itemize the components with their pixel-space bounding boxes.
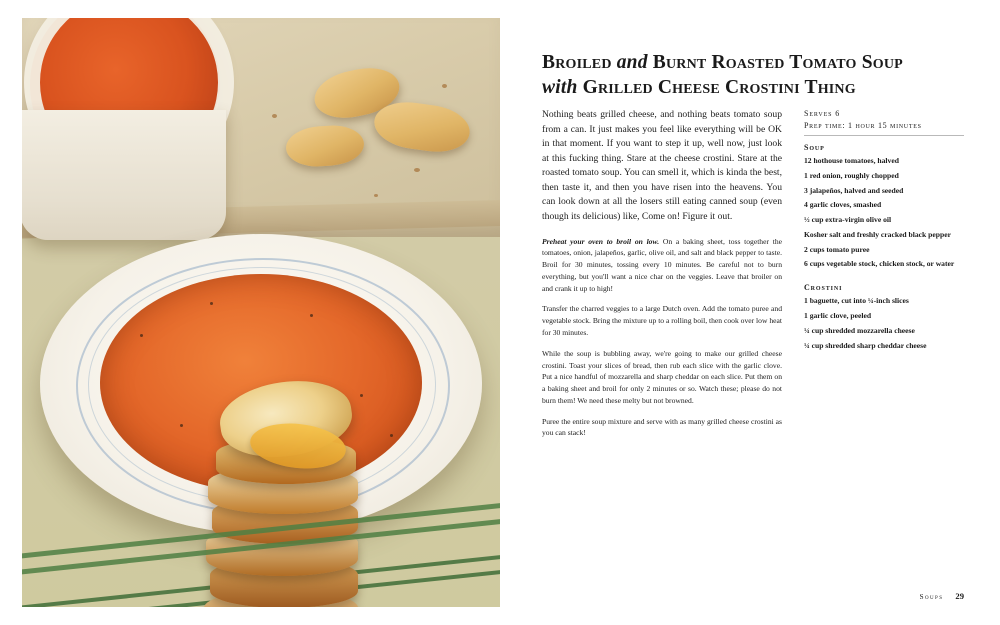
ingredient-item: Kosher salt and freshly cracked black pepper <box>804 229 951 239</box>
ingredient-item: 1 red onion, roughly chopped <box>804 170 899 180</box>
prep-time-label: Prep time: 1 hour 15 minutes <box>804 121 964 136</box>
title-part-1: Broiled <box>542 52 617 74</box>
crumb <box>374 194 378 197</box>
ingredient-item: 6 cups vegetable stock, chicken stock, or water <box>804 259 955 269</box>
crumb <box>414 168 420 172</box>
title-and: and <box>616 52 648 74</box>
soup-pot-body <box>22 110 226 240</box>
recipe-text-page <box>500 0 1000 625</box>
title-part-3: Grilled Cheese Crostini Thing <box>577 77 856 99</box>
recipe-step <box>542 236 782 295</box>
step-lead-in: Preheat your oven to broil on low. <box>542 236 660 246</box>
ingredient-item: ¼ cup shredded mozzarella cheese <box>804 325 915 335</box>
recipe-photo <box>22 18 500 607</box>
crumb <box>442 84 447 88</box>
recipe-body-column <box>542 108 782 448</box>
recipe-step: Puree the entire soup mixture and serve with as many grilled cheese crostini as you can stack! <box>542 416 782 438</box>
grilled-cheese-crostini-stack <box>190 354 390 607</box>
step-text: On a baking sheet, toss together the tomatoes, onion, jalapeños, garlic, olive oil, and salt and black pepper to taste. Broil for 30 minutes, tossing every 10 minutes. Be careful not to burn everything, but you'll want a nice char on the veggies. Leave that broiler on and crank it up to high! <box>542 236 782 293</box>
ingredient-section-heading: Crostini <box>804 283 843 293</box>
ingredient-item: 2 cups tomato puree <box>804 244 870 254</box>
ingredient-item: 3 jalapeños, halved and seeded <box>804 185 904 195</box>
recipe-columns <box>542 108 964 448</box>
ingredient-item: ½ cup extra-virgin olive oil <box>804 215 892 225</box>
ingredient-item: ¼ cup shredded sharp cheddar cheese <box>804 340 927 350</box>
recipe-intro: Nothing beats grilled cheese, and nothing beats tomato soup from a can. It just makes you feel like everything will be OK in that moment. If you want to step it up, well now, just look at this fucking thing. Stare at the cheese crostini. Stare at the roasted tomato soup. You can smell it, which is kinda the best, then taste it, and then you have risen into the heavens. You can look down at all the losers still eating canned soup (even though its delicious) like, Come on! Figure it out. <box>542 109 782 223</box>
title-part-2: Burnt Roasted Tomato Soup <box>647 52 903 74</box>
crumb <box>272 114 277 118</box>
recipe-step: Transfer the charred veggies to a large Dutch oven. Add the tomato puree and vegetable stock. Bring the mixture up to a rolling boil, then cook over low heat for 30 minutes. <box>542 304 782 337</box>
title-with: with <box>542 77 578 99</box>
chapter-label: Soups <box>919 592 944 601</box>
ingredient-section-heading: Soup <box>804 143 825 152</box>
ingredient-item: 4 garlic cloves, smashed <box>804 200 882 210</box>
soup-plate <box>40 234 482 534</box>
page-footer <box>920 591 965 601</box>
recipe-title <box>542 51 962 101</box>
ingredient-item: 1 baguette, cut into ¼-inch slices <box>804 296 909 306</box>
ingredient-item: 12 hothouse tomatoes, halved <box>804 156 899 165</box>
page-number: 29 <box>955 591 964 601</box>
ingredient-item: 1 garlic clove, peeled <box>804 311 872 321</box>
recipe-ingredients-column <box>804 108 964 448</box>
recipe-step: While the soup is bubbling away, we're going to make our grilled cheese crostini. Toast your slices of bread, then rub each slice with the garlic clove. Put a nice handful of mozzarella and sharp cheddar on each slice. Put them on a baking sheet and broil for only 2 minutes or so. Watch these; please do not burn them! We need these melty but not browned. <box>542 348 782 405</box>
serves-label: Serves 6 <box>804 109 841 118</box>
